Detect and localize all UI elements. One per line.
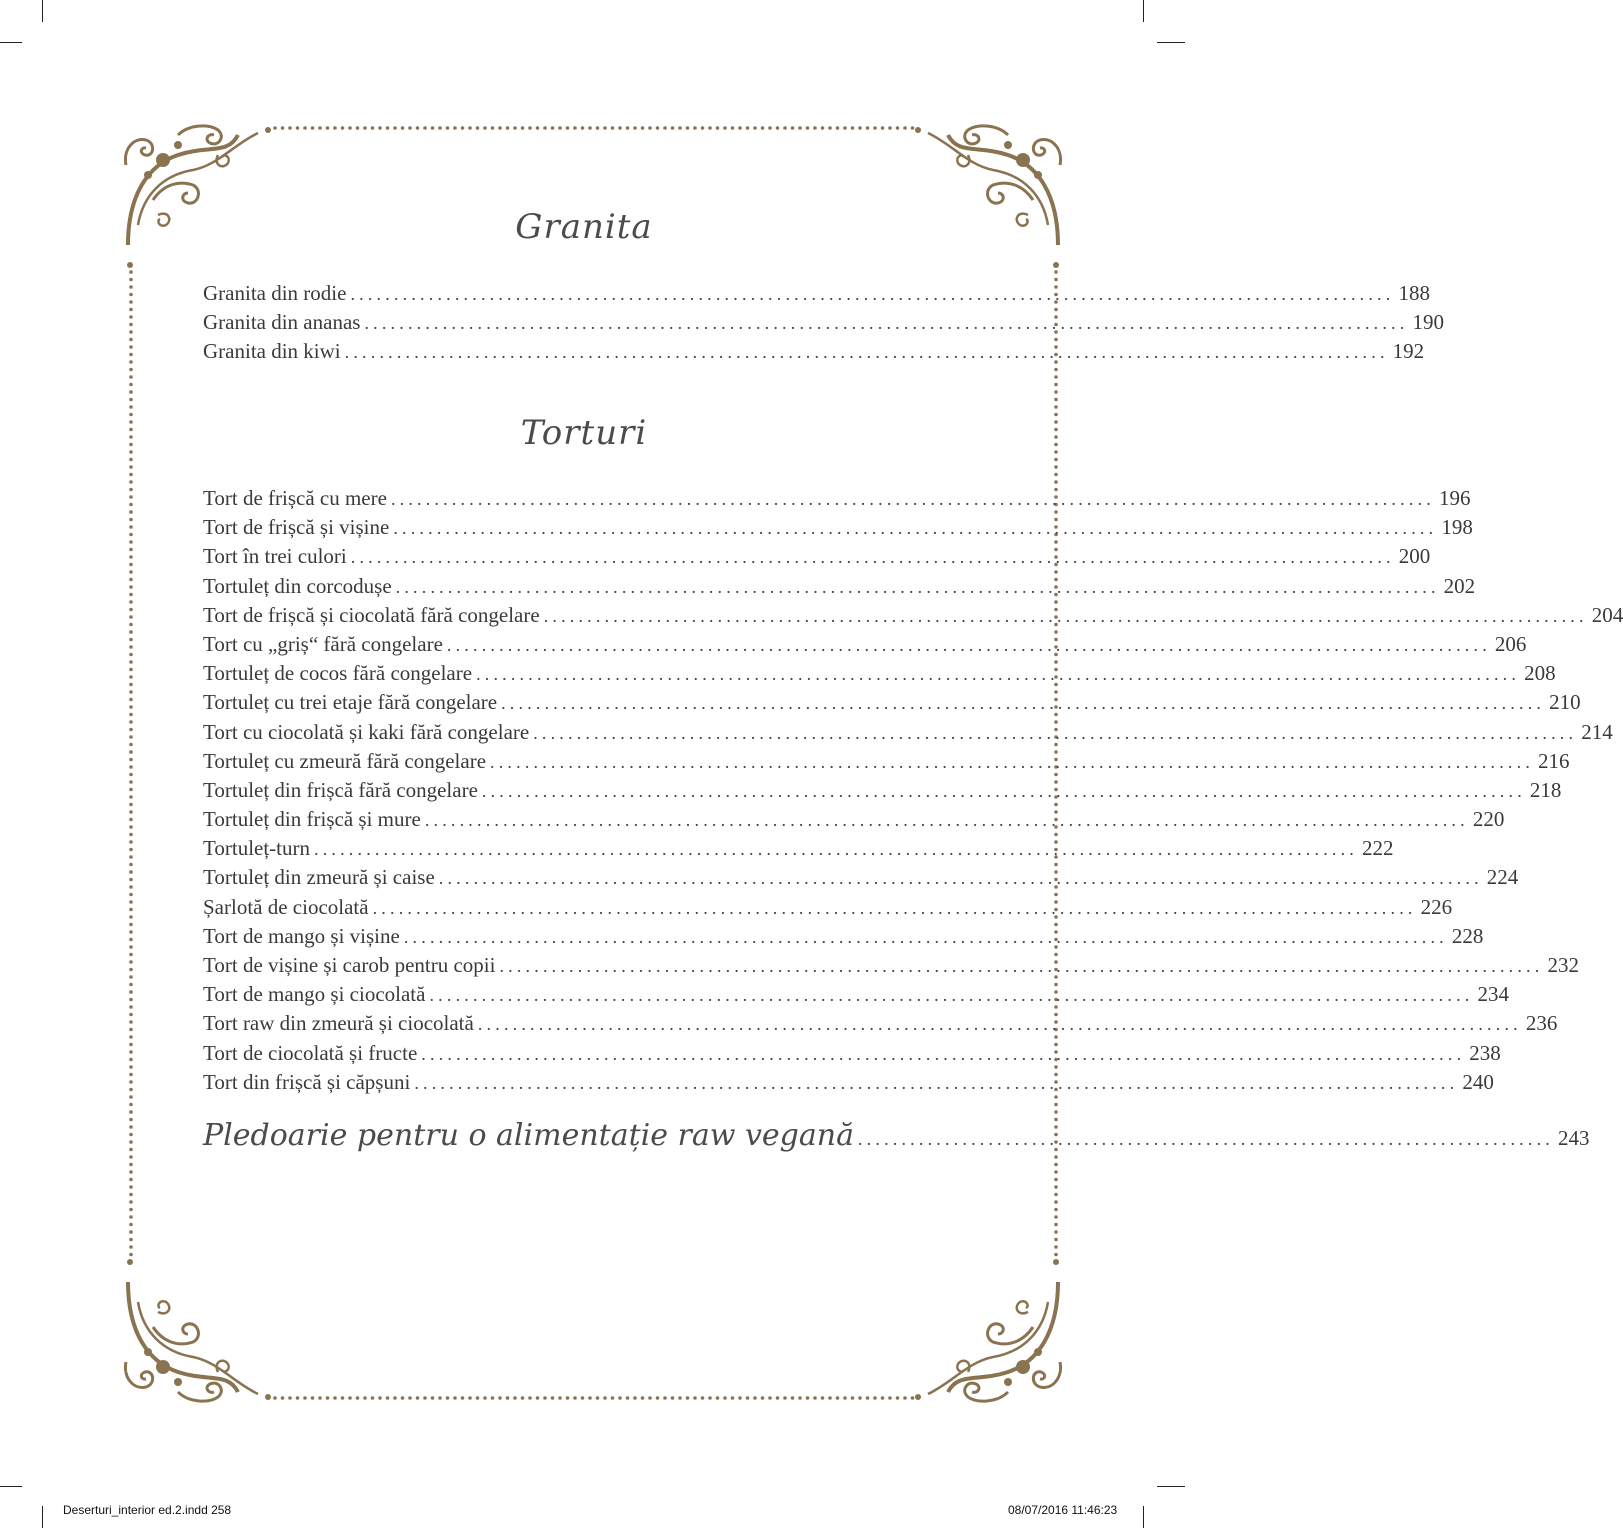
leader-dots: ................................................................................ <box>857 1129 1554 1149</box>
toc-entry-page: 238 <box>1469 1040 1501 1065</box>
toc-entry <box>203 747 1570 776</box>
toc-entry <box>203 484 1471 513</box>
toc-section-torturi <box>203 484 1623 1097</box>
toc-entry-page: 208 <box>1524 661 1556 686</box>
toc-entry-page: 224 <box>1486 865 1519 890</box>
crop-mark <box>0 1486 22 1487</box>
toc-final-entry <box>203 1118 1590 1153</box>
toc-entry <box>203 776 1562 805</box>
section-title-granita: Granita <box>515 207 653 247</box>
toc-entry-title: Tortuleț din frișcă și mure <box>203 807 421 832</box>
toc-entry-page: 216 <box>1538 748 1570 773</box>
section-title-torturi: Torturi <box>520 413 648 453</box>
crop-mark <box>0 42 22 43</box>
leader-dots: ........................................................................................................................ <box>446 634 1491 655</box>
toc-entry-title: Tortuleț din corcodușe <box>203 573 392 598</box>
toc-entry-page: 214 <box>1581 719 1613 744</box>
toc-entry-page: 196 <box>1438 486 1471 510</box>
toc-entry-title: Șarlotă de ciocolată <box>203 894 369 919</box>
toc-entry-page: 226 <box>1420 894 1453 919</box>
leader-dots: ........................................................................................................................ <box>350 284 1395 304</box>
toc-entry <box>203 1068 1494 1097</box>
toc-entry <box>203 1039 1501 1068</box>
toc-entry-title: Tort raw din zmeură și ciocolată <box>203 1011 474 1036</box>
toc-entry-title: Tortuleț cu zmeură fără congelare <box>203 748 487 773</box>
leader-dots: ........................................................................................................................ <box>364 313 1409 334</box>
toc-entry-title: Tort cu „griș“ fără congelare <box>203 631 443 656</box>
leader-dots: ........................................................................................................................ <box>424 810 1469 831</box>
toc-entry-page: 220 <box>1472 807 1505 832</box>
crop-mark <box>1157 42 1185 43</box>
toc-entry-title: Tortuleț din frișcă fără congelare <box>203 777 478 802</box>
leader-dots: ........................................................................................................................ <box>372 897 1417 918</box>
leader-dots: ........................................................................................................................ <box>499 956 1544 976</box>
toc-entry <box>203 1009 1558 1038</box>
toc-entry-title: Granita din kiwi <box>203 339 341 364</box>
toc-entry-page: 232 <box>1547 953 1579 977</box>
toc-entry-page: 240 <box>1462 1069 1494 1094</box>
toc-entry-page: 202 <box>1443 573 1476 598</box>
toc-entry-page: 198 <box>1441 515 1473 540</box>
leader-dots: ........................................................................................................................ <box>403 926 1448 947</box>
crop-mark <box>1143 1506 1144 1528</box>
toc-entry-page: 236 <box>1525 1011 1558 1036</box>
toc-entry <box>203 863 1519 892</box>
toc-entry <box>203 337 1425 366</box>
toc-entry <box>203 542 1431 571</box>
toc-entry-page: 188 <box>1398 281 1430 305</box>
toc-entry-page: 210 <box>1549 690 1581 715</box>
toc-entry-title: Tortuleț cu trei etaje fără congelare <box>203 690 498 715</box>
toc-entry-page: 218 <box>1529 777 1562 802</box>
toc-entry-title: Tort cu ciocolată și kaki fără congelare <box>203 719 530 744</box>
crop-mark <box>42 1506 43 1528</box>
leader-dots: ........................................................................................................................ <box>390 489 1435 509</box>
leader-dots: ........................................................................................................................ <box>429 985 1474 1006</box>
toc-entry-title: Tort de frișcă și ciocolată fără congelare <box>203 602 540 627</box>
toc-entry-title: Tort de vișine și carob pentru copii <box>203 953 496 977</box>
leader-dots: ........................................................................................................................ <box>393 518 1438 539</box>
toc-entry-title: Tortuleț din zmeură și caise <box>203 865 435 890</box>
toc-entry <box>203 279 1430 308</box>
leader-dots: ........................................................................................................................ <box>395 576 1440 597</box>
toc-entry <box>203 922 1484 951</box>
toc-entry-title: Tort de frișcă și vișine <box>203 515 390 540</box>
toc-entry-title: Tort în trei culori <box>203 544 347 569</box>
leader-dots: ........................................................................................................................ <box>476 664 1521 685</box>
crop-mark <box>1143 0 1144 22</box>
leader-dots: ........................................................................................................................ <box>344 342 1389 363</box>
toc-entry-title: Tortuleț de cocos fără congelare <box>203 661 473 686</box>
leader-dots: ........................................................................................................................ <box>438 868 1483 889</box>
toc-entry <box>203 688 1581 717</box>
toc-entry-title: Tort de ciocolată și fructe <box>203 1040 418 1065</box>
toc-entry-page: 204 <box>1591 602 1623 627</box>
toc-entry-page: 228 <box>1451 923 1484 948</box>
toc-entry-page: 222 <box>1362 836 1394 861</box>
toc-entry <box>203 572 1476 601</box>
toc-entry <box>203 513 1473 542</box>
toc-entry <box>203 980 1509 1009</box>
toc-entry <box>203 659 1556 688</box>
toc-entry-page: 200 <box>1398 544 1431 569</box>
toc-entry <box>203 630 1527 659</box>
toc-entry <box>203 308 1444 337</box>
footer-datetime: 08/07/2016 11:46:23 <box>1008 1503 1118 1517</box>
toc-entry-title: Tort de mango și ciocolată <box>203 982 426 1007</box>
footer-file: Deserturi_interior ed.2.indd 258 <box>63 1503 232 1517</box>
final-entry-title: Pledoarie pentru o alimentație raw vegană <box>203 1118 854 1153</box>
final-entry-page: 243 <box>1557 1126 1590 1150</box>
toc-entry-page: 192 <box>1392 339 1425 364</box>
toc-entry-page: 206 <box>1494 631 1527 656</box>
leader-dots: ........................................................................................................................ <box>501 693 1546 714</box>
toc-entry <box>203 951 1579 980</box>
toc-entry <box>203 601 1623 630</box>
toc-entry <box>203 718 1613 747</box>
toc-entry <box>203 893 1453 922</box>
toc-entry-page: 190 <box>1412 310 1444 335</box>
toc-entry-title: Granita din rodie <box>203 281 347 305</box>
leader-dots: ........................................................................................................................ <box>314 839 1358 860</box>
toc-entry <box>203 834 1394 863</box>
toc-entry-title: Tort din frișcă și căpșuni <box>203 1069 411 1094</box>
toc-section-granita <box>203 279 1444 367</box>
leader-dots: ........................................................................................................................ <box>421 1043 1466 1064</box>
toc-entry-title: Tort de frișcă cu mere <box>203 486 387 510</box>
leader-dots: ........................................................................................................................ <box>543 605 1588 626</box>
toc-entry-title: Tortuleț-turn <box>203 836 310 861</box>
toc-entry-page: 234 <box>1477 982 1509 1007</box>
crop-mark <box>1157 1486 1185 1487</box>
leader-dots: ........................................................................................................................ <box>477 1014 1522 1035</box>
toc-entry-title: Tort de mango și vișine <box>203 923 400 948</box>
toc-entry <box>203 805 1505 834</box>
leader-dots: ........................................................................................................................ <box>490 751 1535 772</box>
leader-dots: ........................................................................................................................ <box>350 547 1395 568</box>
toc-entry-title: Granita din ananas <box>203 310 361 335</box>
leader-dots: ........................................................................................................................ <box>481 780 1526 801</box>
crop-mark <box>42 0 43 22</box>
leader-dots: ........................................................................................................................ <box>533 722 1578 743</box>
leader-dots: ........................................................................................................................ <box>414 1072 1459 1093</box>
